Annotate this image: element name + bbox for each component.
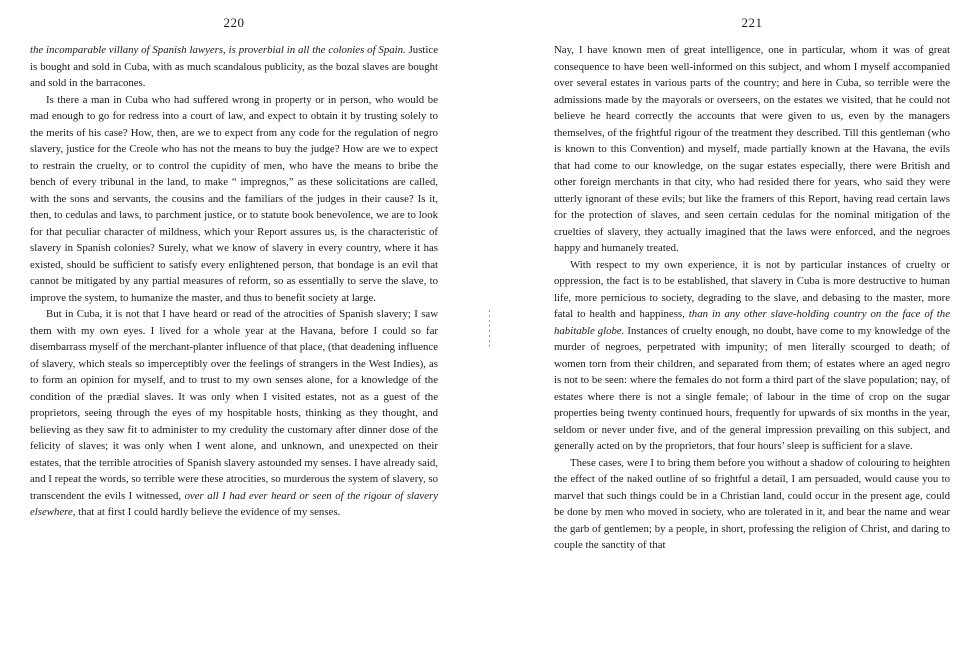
left-page-body [30,42,438,521]
text-segment: Nay, I have known men of great intelligence, one in particular, whom it was of great consequence to have been well-informed on this subject, and whom I myself accompanied over several estates in various parts of the country; and here in Cuba, so terrible were the admissions made by the mayorals or overseers, on the estates we visited, that he could not believe he heard correctly the accounts that were given to us, even by the managers themselves, of the frightful rigour of the treatment they described. Till this gentleman (who is known to this Convention) and myself, made partially known at the Havana, the evils that had come to our knowledge, on the sugar estates especially, there were British and other foreign merchants in that city, who had resided there for years, who said they were utterly ignorant of these evils; but like the framers of this Report, having read certain laws for the protection of slaves, and seen certain cedulas for the nominal mitigation of the cruelties of slavery, they actually imagined that the laws were enforced, and the negroes happy and humanely treated. [554,44,950,254]
text-segment: These cases, were I to bring them before you without a shadow of colouring to heighten the effect of the naked outline of so frightful a detail, I am persuaded, would cause you to marvel that such things could be in a Christian land, could occur in the present age, could be done by men who moved in society, who are tolerated in it, and bear the name and wear the garb of gentlemen; by a people, in short, professing the religion of Christ, and daring to couple the sanctity of that [554,456,950,551]
text-segment: With respect to my own experience, it is not by particular instances of cruelty or oppression, the fact is to be established, that slavery in Cuba is more destructive to human life, more pernicious to society, degrading to the slave, and debasing to the master, more fatal to health and happiness, [554,258,950,320]
text-segment: Is there a man in Cuba who had suffered wrong in property or in person, who would be mad enough to go for redress into a court of law, and expect to obtain it by trusting solely to the merits of his case? How, then, are we to expect from any code for the regulation of negro slavery, justice for the Creole who has not the means to buy the judge? How are we to expect to restrain the cruelty, or to control the cupidity of men, who have the means to bribe the bench of every tribunal in the land, to make “ impregnos,” as these solicitations are called, with the sons and servants, the cousins and the familiars of the judges in their cause? Is it, then, to cedulas and laws, to parchment justice, or to statute book benevolence, we are to look for that peculiar character of mildness, which your Report assures us, is the characteristic of slavery in Spanish colonies? Surely, what we know of slavery in every country, where it has existed, should be sufficient to satisfy every enlightened person, that bondage is an evil that cannot be mitigated by any partial measures of reform, so as essentially to serve the slave, to improve the system, to humanize the master, and thus to benefit society at large. [30,93,438,304]
paragraph [554,42,950,257]
text-segment: Instances of cruelty enough, no doubt, have come to my knowledge of the murder of negroes, perpetrated with impunity; of men literally scourged to death; of women torn from their children, and separated from them; of estates where an aged negro is not to be seen: where the females do not form a third part of the slave population; nay, of estates where there is not a single female; of labour in the time of crop on the sugar properties being twenty continued hours, frequently for upwards of six months in the year, seldom or never under five, and of the general impression prevailing on this subject, and generally acted on by the proprietors, that four hours’ sleep is sufficient for a slave. [554,324,950,452]
right-page [490,0,980,647]
italic-text: over all I had ever heard or seen of the rigour of slavery elsewhere, [30,489,438,518]
right-page-body [554,42,950,554]
text-segment: Justice is bought and sold in Cuba, with as much scandalous publicity, as the bozal slaves are bought and sold in the barracones. [30,44,438,89]
paragraph [30,42,438,92]
text-segment: But in Cuba, it is not that I have heard or read of the atrocities of Spanish slavery; I saw them with my own eyes. I lived for a whole year at the Havana, before I could so far disembarrass myself of the merchant-planter influence of that place, (that deadening influence of slavery, which steals so imperceptibly over the feelings of strangers in the West Indies), as to form an opinion for myself, and to trust to my own senses alone, for a knowledge of the condition of the prædial slaves. It was only when I visited estates, not as a guest of the proprietors, seeing through the eyes of my hospitable hosts, thinking as they thought, and believing as they saw fit to administer to my credulity the customary after dinner dose of the felicity of slaves; it was only when I went alone, and unknown, and unexpected on their estates, that the terrible atrocities of Spanish slavery astounded my senses. I have already said, and I repeat the words, so terrible were these atrocities, so murderous the system of slavery, so transcendent the evils I witnessed, [30,308,438,502]
right-page-number: 221 [741,15,763,30]
text-segment: that at first I could hardly believe the evidence of my senses. [75,506,341,518]
paragraph [30,306,438,521]
italic-text: than in any other slave-holding country on the face of the habitable globe. [554,308,950,337]
paragraph [554,257,950,455]
paragraph [30,92,438,307]
italic-text: the incomparable villany of Spanish lawyers, is proverbial in all the colonies of Spain. [30,44,406,56]
left-page-number: 220 [223,15,245,30]
paragraph [554,455,950,554]
